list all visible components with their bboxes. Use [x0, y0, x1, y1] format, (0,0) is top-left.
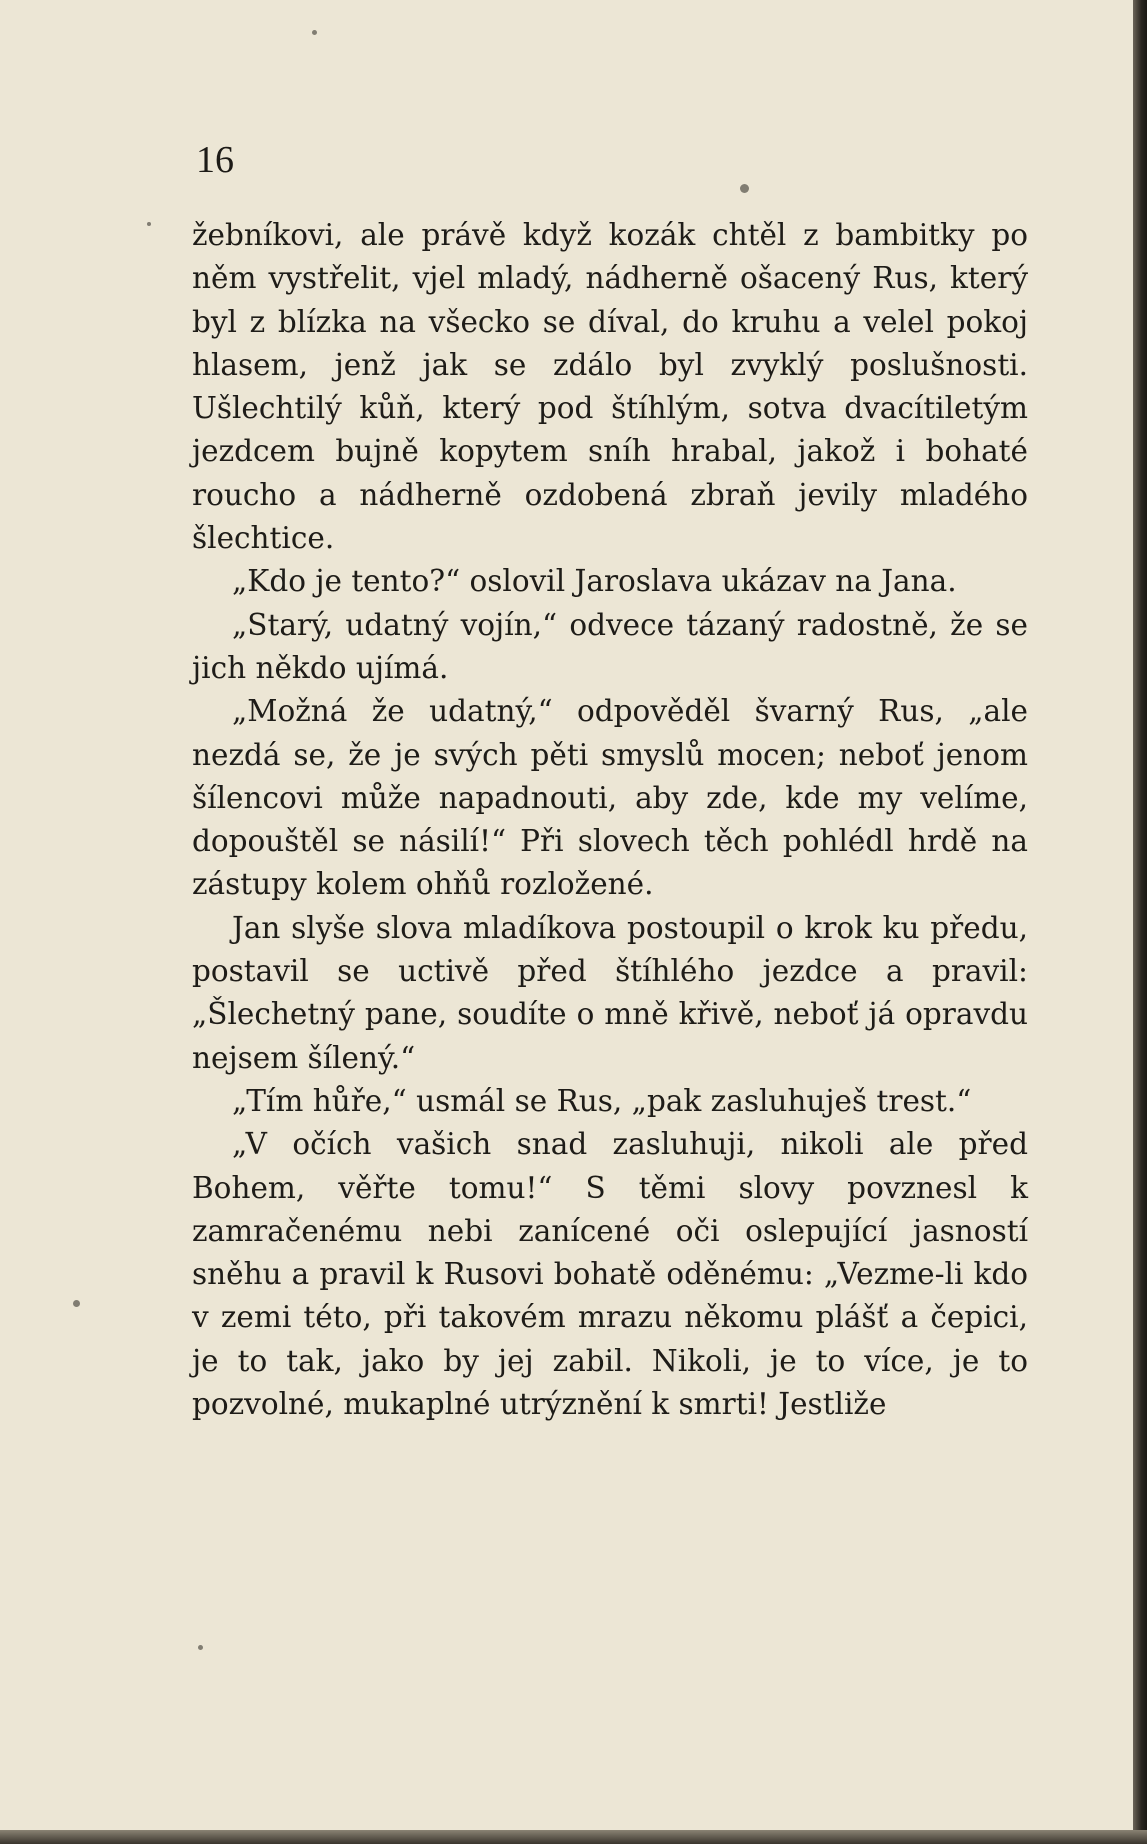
paragraph: žebníkovi, ale právě když kozák chtěl z bambitky po něm vystřelit, vjel mladý, nádherně ošacený Rus, který byl z blízka na všecko se díval, do kruhu a velel pokoj hlasem, jenž jak se zdálo byl zvyklý poslušnosti. Ušlechtilý kůň, který pod štíhlým, sotva dvacítiletým jezdcem bujně kopytem sníh hrabal, jakož i bohaté roucho a nádherně ozdobená zbraň jevily mladého šlechtice. [192, 218, 1028, 556]
page-edge-bottom [0, 1830, 1147, 1844]
speck [740, 184, 749, 193]
page-edge-right [1133, 0, 1147, 1844]
paragraph: „Starý, udatný vojín,“ odvece tázaný radostně, že se jich někdo ujímá. [192, 607, 1028, 685]
paragraph: „V očích vašich snad zasluhuji, nikoli ale před Bohem, věřte tomu!“ S těmi slovy povznesl k zamračenému nebi zanícené oči oslepující jasností sněhu a pravil k Rusovi bohatě oděnému: „Vezme-li kdo v zemi této, při takovém mrazu někomu plášť a čepici, je to tak, jako by jej zabil. Nikoli, je to více, je to pozvolné, mukaplné utrýznění k smrti! Jestliže [192, 1127, 1028, 1422]
speck [147, 222, 151, 226]
speck [73, 1300, 80, 1307]
paragraph: „Kdo je tento?“ oslovil Jaroslava ukázav na Jana. [232, 564, 957, 599]
page-number: 16 [196, 139, 234, 181]
speck [198, 1645, 203, 1650]
paragraph: „Tím hůře,“ usmál se Rus, „pak zasluhuješ trest.“ [232, 1083, 972, 1118]
body-text [192, 214, 1028, 1426]
paragraph: „Možná že udatný,“ odpověděl švarný Rus, „ale nezdá se, že je svých pěti smyslů mocen; neboť jenom šílencovi může napadnouti, aby zde, kde my velíme, dopouštěl se násilí!“ Při slovech těch pohlédl hrdě na zástupy kolem ohňů rozložené. [192, 694, 1028, 902]
speck [312, 30, 317, 35]
paragraph: Jan slyše slova mladíkova postoupil o krok ku předu, postavil se uctivě před štíhlého jezdce a pravil: „Šlechetný pane, soudíte o mně křivě, neboť já opravdu nejsem šílený.“ [192, 910, 1028, 1075]
